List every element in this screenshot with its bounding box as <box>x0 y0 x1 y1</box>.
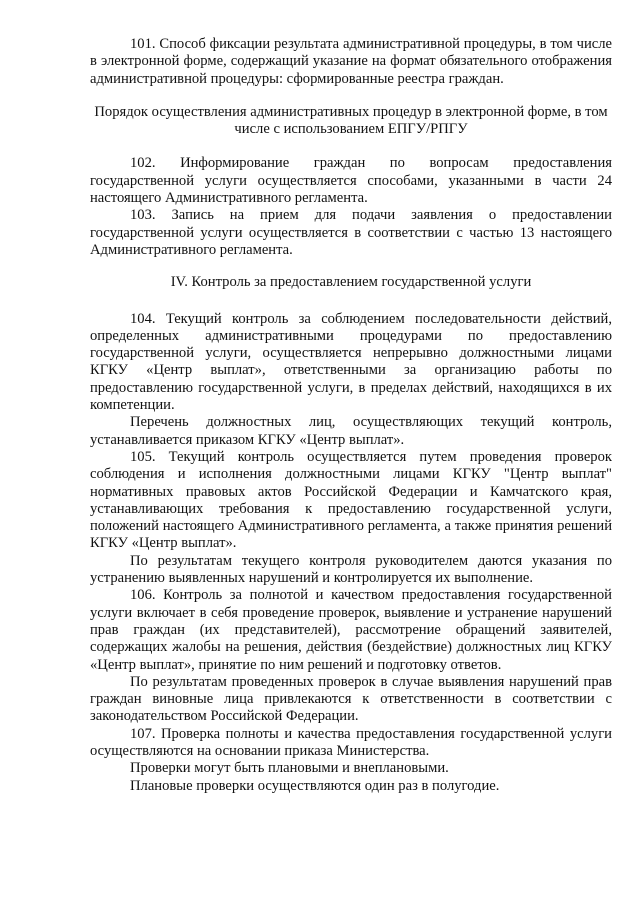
section-heading-iv-control: IV. Контроль за предоставлением государственной услуги <box>170 274 532 291</box>
paragraph-current-control-results: По результатам текущего контроля руководителем даются указания по устранению выявленных нарушений и контролируется их выполнение. <box>90 552 612 587</box>
paragraph-103: 103. Запись на прием для подачи заявления о предоставлении государственной услуги осуществляется в соответствии с частью 13 настоящего Административного регламента. <box>90 207 612 258</box>
paragraph-inspection-results: По результатам проведенных проверок в случае выявления нарушений прав граждан виновные лица привлекаются к ответственности в соответствии с законодательством Российской Федерации. <box>90 673 612 725</box>
paragraph-104: 104. Текущий контроль за соблюдением последовательности действий, определенных административными процедурами по предоставлению государственной услуги, осуществляется непрерывно должностными лицами КГКУ «Центр выплат», ответственными за организацию работы по предоставлению государственной услуги, в пределах действий, находящихся в их компетенции. <box>90 310 612 414</box>
paragraph-102: 102. Информирование граждан по вопросам предоставления государственной услуги осуществляется способами, указанными в части 24 настоящего Административного регламента. <box>90 155 612 207</box>
paragraph-planned-inspections: Плановые проверки осуществляются один раз в полугодие. <box>130 777 500 794</box>
paragraph-106: 106. Контроль за полнотой и качеством предоставления государственной услуги включает в себя проведение проверок, выявление и устранение нарушений прав граждан (их представителей), рассмотрение обращений заявителей, содержащих жалобы на решения, действия (бездействие) должностных лиц КГКУ «Центр выплат», принятие по ним решений и подготовку ответов. <box>90 587 612 673</box>
paragraph-101: 101. Способ фиксации результата административной процедуры, в том числе в электронной форме, содержащий указание на формат обязательного отображения административной процедуры: сформированные реестра граждан. <box>90 36 612 87</box>
paragraph-officials-list: Перечень должностных лиц, осуществляющих текущий контроль, устанавливается приказом КГКУ «Центр выплат». <box>90 414 612 448</box>
paragraph-105: 105. Текущий контроль осуществляется путем проведения проверок соблюдения и исполнения должностными лицами КГКУ "Центр выплат" нормативных правовых актов Российской Федерации и Камчатского края, устанавливающих требования к предоставлению государственной услуги, положений настоящего Административного регламента, а также принятия решений КГКУ «Центр выплат». <box>90 448 612 552</box>
document-page <box>90 36 612 795</box>
paragraph-inspection-types: Проверки могут быть плановыми и внеплановыми. <box>130 760 449 777</box>
paragraph-107: 107. Проверка полноты и качества предоставления государственной услуги осуществляются на основании приказа Министерства. <box>90 725 612 759</box>
section-heading-electronic-procedures: Порядок осуществления административных процедур в электронной форме, в том числе с использованием ЕПГУ/РПГУ <box>94 103 608 138</box>
